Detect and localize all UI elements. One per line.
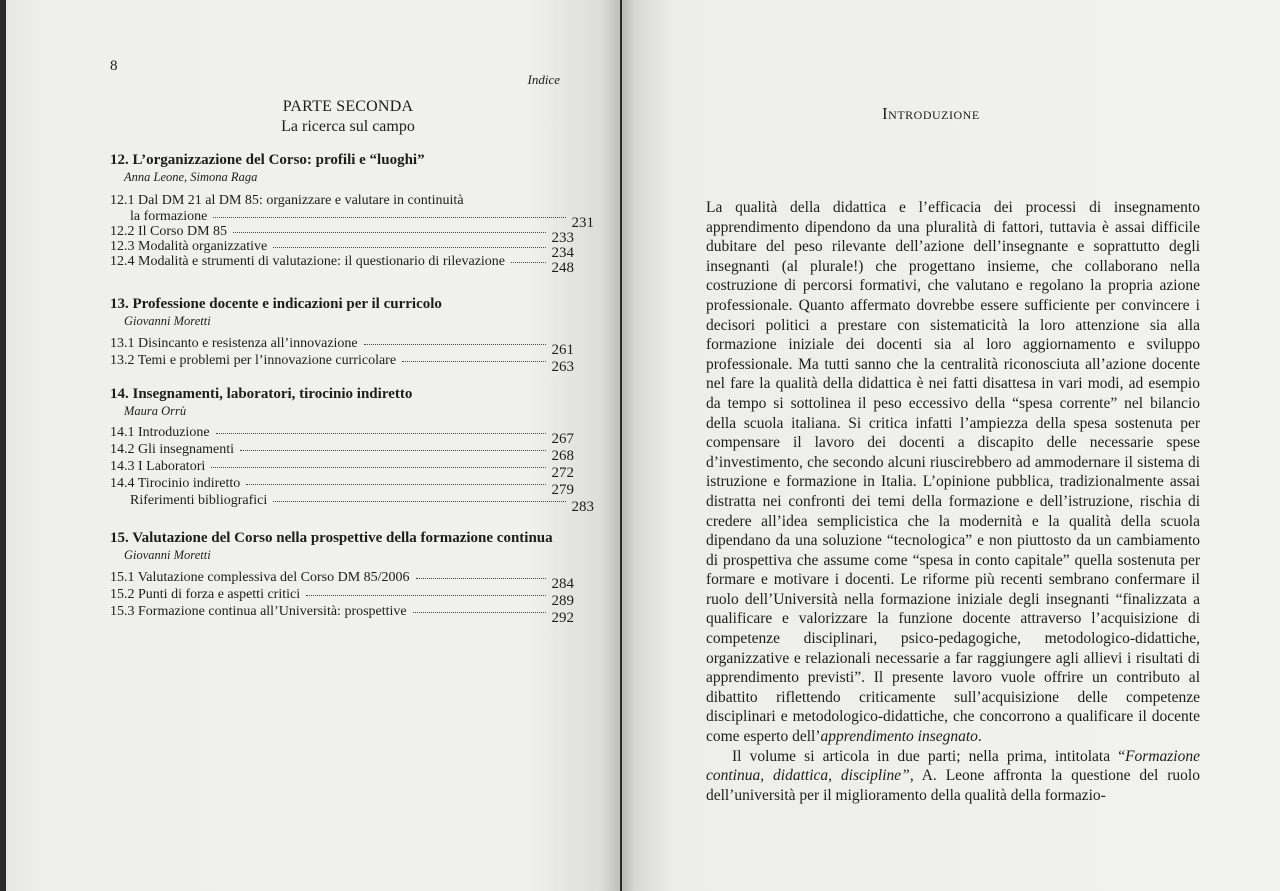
toc-entry: [110, 459, 574, 481]
toc-entry: [110, 239, 574, 261]
toc-entry: [110, 570, 574, 592]
dot-leader: [211, 467, 545, 468]
entry-label: 14.3 I Laboratori: [110, 459, 206, 474]
body-text: [706, 198, 1200, 805]
entry-label: Riferimenti bibliografici: [130, 493, 268, 508]
paragraph-2: [706, 747, 1200, 806]
entry-label: 12.4 Modalità e strumenti di valutazione: il questionario di rilevazione: [110, 254, 506, 269]
toc-entries-13: [110, 336, 580, 375]
entry-page: 267: [551, 431, 574, 447]
chapter-title: 12. L’organizzazione del Corso: profili e “luoghi”: [110, 152, 425, 168]
chapter-title: 14. Insegnamenti, laboratori, tirocinio indiretto: [110, 386, 413, 402]
toc-chapter-14: [110, 386, 580, 419]
dot-leader: [216, 433, 546, 434]
chapter-author: Giovanni Moretti: [124, 314, 211, 328]
toc-entry: [110, 476, 574, 498]
running-head: Indice: [527, 72, 560, 87]
right-page: [622, 0, 1280, 891]
toc-entry: [110, 209, 594, 231]
dot-leader: [233, 232, 545, 233]
paragraph-2-text-end: , A. Leone affronta la questione del ruolo dell’università per il miglioramento della qualità della formazio-: [706, 767, 1200, 804]
entry-page: 279: [551, 482, 574, 498]
dot-leader: [273, 501, 565, 502]
entry-page: 272: [551, 465, 574, 481]
entry-label: 15.2 Punti di forza e aspetti critici: [110, 587, 301, 602]
toc-chapter-12: [110, 152, 580, 185]
entry-label: 12.2 Il Corso DM 85: [110, 224, 228, 239]
dot-leader: [364, 344, 546, 345]
paragraph-2-text: Il volume si articola in due parti; nella prima, intitolata “: [732, 747, 1126, 765]
entry-label: 15.1 Valutazione complessiva del Corso DM 85/2006: [110, 570, 410, 585]
entry-page: 261: [551, 342, 574, 358]
paragraph-1-end: .: [977, 728, 982, 746]
part-subtitle: La ricerca sul campo: [281, 118, 415, 135]
paragraph-2-emphasis: Formazione continua, didattica, discipline”: [706, 747, 1200, 785]
entry-page: 289: [551, 593, 574, 609]
toc-entry: [110, 224, 574, 246]
entry-label: 14.2 Gli insegnamenti: [110, 442, 235, 457]
entry-page: 283: [571, 499, 594, 515]
toc-entry: [110, 442, 574, 464]
page-number: 8: [110, 58, 118, 74]
toc-entry: [110, 336, 574, 358]
entry-page: 268: [551, 448, 574, 464]
chapter-heading: [882, 104, 980, 124]
entry-label: 14.4 Tirocinio indiretto: [110, 476, 241, 491]
toc-entry: [110, 425, 574, 447]
dot-leader: [213, 217, 565, 218]
entry-label: 12.3 Modalità organizzative: [110, 239, 268, 254]
dot-leader: [306, 595, 545, 596]
dot-leader: [240, 450, 545, 451]
dot-leader: [402, 361, 545, 362]
dot-leader: [416, 578, 546, 579]
toc-entries-14: [110, 425, 594, 515]
entry-label: 12.1 Dal DM 21 al DM 85: organizzare e valutare in continuità: [110, 193, 464, 208]
toc-entry: [110, 493, 594, 515]
part-label: PARTE SECONDA: [282, 98, 414, 115]
chapter-title: 13. Professione docente e indicazioni per il curricolo: [110, 296, 442, 312]
entry-label: 14.1 Introduzione: [110, 425, 210, 440]
dot-leader: [511, 262, 545, 263]
paragraph-1-emphasis: apprendimento insegnato: [820, 728, 978, 746]
chapter-heading-text: Introduzione: [882, 104, 980, 123]
left-page: [6, 0, 620, 891]
entry-page: 248: [551, 260, 574, 276]
dot-leader: [273, 247, 545, 248]
entry-label: 13.1 Disincanto e resistenza all’innovazione: [110, 336, 358, 351]
paragraph-1: [706, 198, 1200, 747]
entry-page: 284: [551, 576, 574, 592]
entry-label: 15.3 Formazione continua all’Università: prospettive: [110, 604, 407, 619]
entry-page: 234: [551, 245, 574, 261]
toc-entry: [110, 193, 574, 209]
dot-leader: [246, 484, 545, 485]
entry-page: 231: [571, 215, 594, 231]
toc-entry: [110, 254, 574, 276]
toc-entry: [110, 353, 574, 375]
entry-page: 263: [551, 359, 574, 375]
chapter-author: Maura Orrù: [124, 404, 187, 418]
dot-leader: [413, 612, 546, 613]
toc-chapter-15: [110, 530, 580, 563]
toc-entry: [110, 604, 574, 626]
toc-entries-15: [110, 570, 580, 626]
toc-entry: [110, 587, 574, 609]
chapter-author: Giovanni Moretti: [124, 548, 211, 562]
paragraph-1-text: La qualità della didattica e l’efficacia dei processi di insegnamento apprendimento dipendono da una pluralità di fattori, tuttavia è assai difficile dubitare del peso rilevante dell’azione dell’insegnante e soprattutto degli insegnanti (al plurale!) che progettano insieme, che collaborano nella costruzione di percorsi formativi, che valutano e regolano la propria azione professionale. Quanto affermato dovrebbe essere sufficiente per convincere i decisori politici a prestare con sistematicità la loro attenzione sia alla formazione iniziale dei docenti sia al loro aggiornamento e sviluppo professionale. Ma tutti sanno che la centralità riconosciuta all’azione docente nel fare la qualità della didattica è nei fatti disattesa in vari modi, ad esempio da tempo si sottolinea il peso eccessivo della “spesa corrente” nel bilancio della scuola italiana. Si critica infatti l’ampiezza della spesa sostenuta per compensare il lavoro dei docenti a discapito delle necessarie spese d’investimento, che secondo alcuni riuscirebbero ad ammodernare il sistema di istruzione e formazione in Italia. L’opinione pubblica, tradizionalmente assai distratta nei confronti dei temi della formazione e dell’istruzione, rischia di credere all’idea semplicistica che la modernità e la qualità della scuola dipendano da una soluzione “tecnologica” e non piuttosto da un cambiamento di prospettiva che assume come “spesa in conto capitale” quella sostenuta per formare e motivare i docenti. Le riforme più recenti sembrano confermare il ruolo dell’Università nella formazione iniziale degli insegnanti “finalizzata a qualificare e valorizzare la funzione docente attraverso l’acquisizione di competenze disciplinari, psico-pedagogiche, metodologico-didattiche, organizzative e relazionali necessarie a far raggiungere agli allievi i risultati di apprendimento previsti”. Il presente lavoro vuole offrire un contributo al dibattito riflettendo criticamente sull’acquisizione delle competenze disciplinari e metodologico-didattiche, che concorrono a qualificare il docente come esperto dell’: [706, 199, 1200, 746]
entry-label: la formazione: [130, 209, 208, 224]
chapter-author: Anna Leone, Simona Raga: [124, 170, 258, 184]
entry-page: 233: [551, 230, 574, 246]
entry-page: 292: [551, 610, 574, 626]
chapter-title: 15. Valutazione del Corso nella prospettive della formazione continua: [110, 530, 553, 546]
toc-chapter-13: [110, 296, 580, 329]
toc-entries-12: [110, 193, 594, 276]
entry-label: 13.2 Temi e problemi per l’innovazione curricolare: [110, 353, 397, 368]
